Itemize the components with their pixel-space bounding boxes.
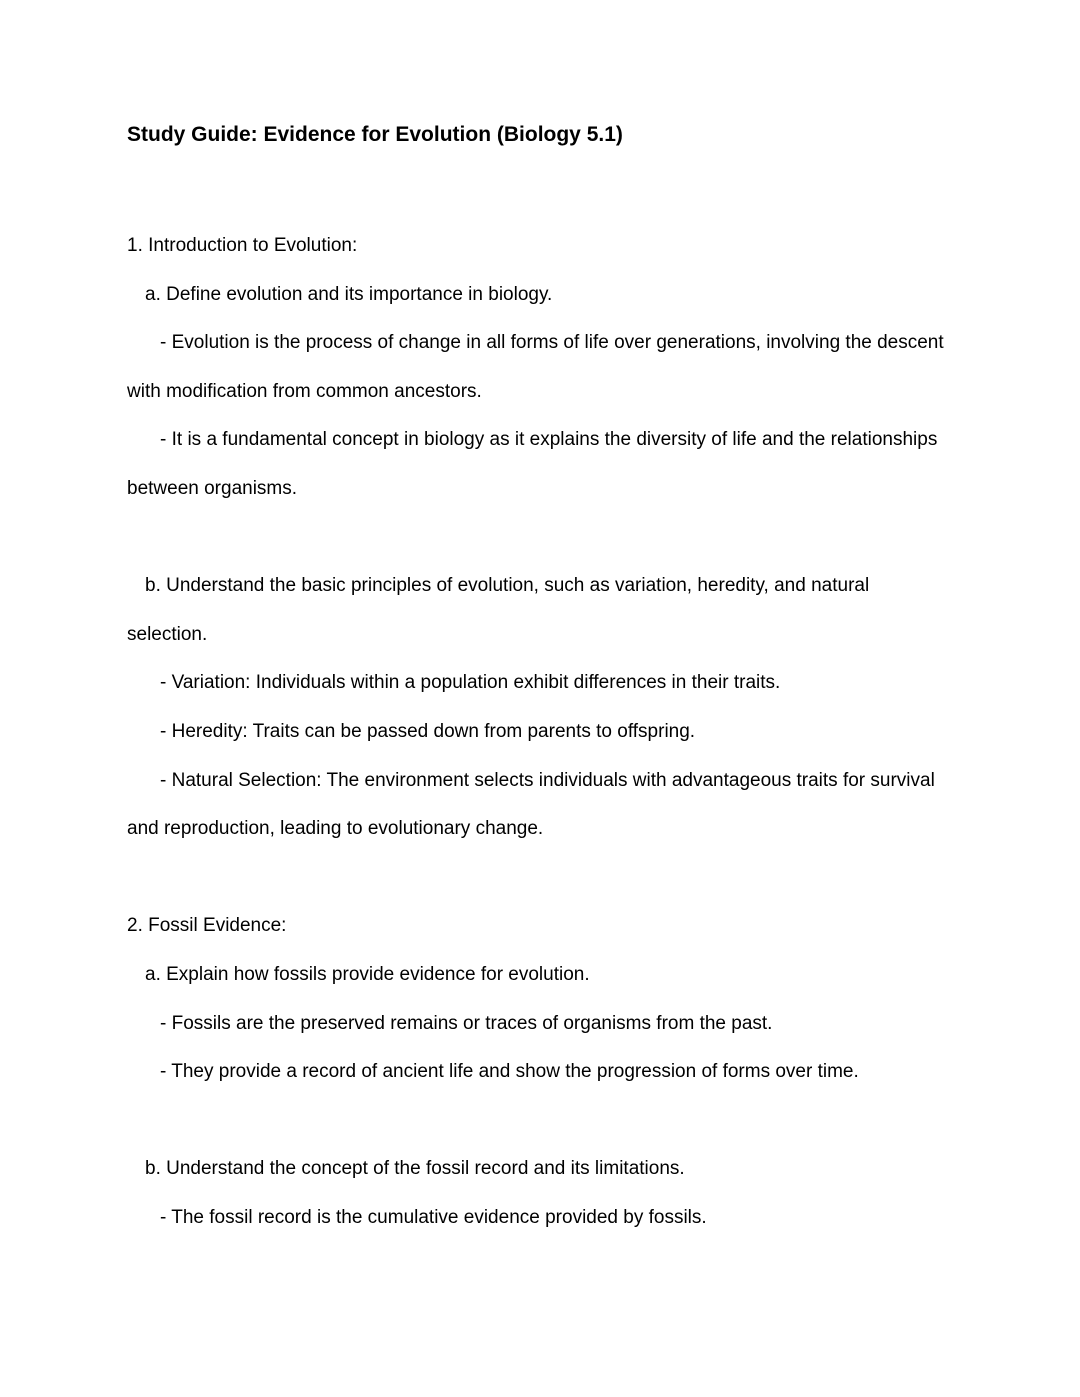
paragraph: b. Understand the basic principles of evolution, such as variation, heredity, and natural selection.	[127, 575, 870, 645]
document-body	[127, 222, 953, 1242]
paragraph: a. Define evolution and its importance in biology.	[145, 283, 553, 305]
paragraph: b. Understand the concept of the fossil record and its limitations.	[145, 1158, 685, 1180]
paragraph: - Fossils are the preserved remains or traces of organisms from the past.	[160, 1012, 773, 1034]
document-title: Study Guide: Evidence for Evolution (Biology 5.1)	[127, 123, 623, 146]
paragraph: - It is a fundamental concept in biology as it explains the diversity of life and the relationships between organisms.	[127, 429, 938, 499]
paragraph: - Natural Selection: The environment selects individuals with advantageous traits for survival and reproduction, leading to evolutionary change.	[127, 769, 935, 840]
paragraph: - Evolution is the process of change in all forms of life over generations, involving the descent with modification from common ancestors.	[127, 332, 944, 402]
paragraph: - They provide a record of ancient life and show the progression of forms over time.	[160, 1061, 859, 1083]
paragraph: - Variation: Individuals within a population exhibit differences in their traits.	[160, 672, 781, 694]
paragraph: 2. Fossil Evidence:	[127, 915, 287, 937]
paragraph: - Heredity: Traits can be passed down from parents to offspring.	[160, 720, 696, 742]
paragraph: - The fossil record is the cumulative evidence provided by fossils.	[160, 1206, 707, 1228]
paragraph: a. Explain how fossils provide evidence for evolution.	[145, 963, 590, 985]
paragraph: 1. Introduction to Evolution:	[127, 235, 358, 256]
